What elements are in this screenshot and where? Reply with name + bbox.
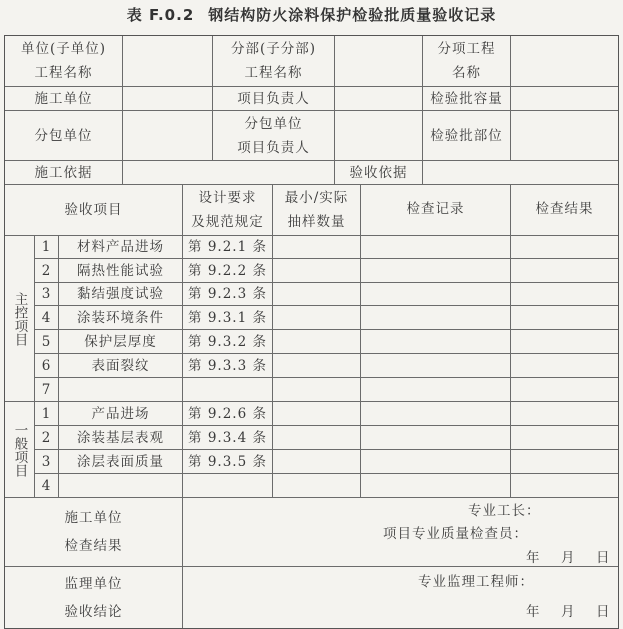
row-sample-field[interactable] <box>272 258 361 283</box>
row-sample-field[interactable] <box>272 235 361 259</box>
row-spec: 第 9.2.3 条 <box>182 282 273 306</box>
row-spec: 第 9.3.3 条 <box>182 353 273 378</box>
quality-inspector-label: 项目专业质量检查员： <box>383 526 528 542</box>
label-line: 检查结果 <box>64 538 123 554</box>
label-sub-project-manager <box>212 110 335 161</box>
label-batch-capacity: 检验批容量 <box>422 86 511 111</box>
row-sample-field[interactable] <box>272 449 361 474</box>
row-spec: 第 9.3.1 条 <box>182 305 273 330</box>
col-header-spec <box>182 184 273 236</box>
row-number: 5 <box>34 329 59 354</box>
label-construction-unit: 施工单位 <box>4 86 123 111</box>
row-result-field[interactable] <box>510 377 619 402</box>
subcontractor-field[interactable] <box>122 110 213 161</box>
row-record-field[interactable] <box>360 377 511 402</box>
row-number: 1 <box>34 401 59 426</box>
sub-project-manager-field[interactable] <box>334 110 423 161</box>
row-spec: 第 9.2.2 条 <box>182 258 273 283</box>
row-item: 隔热性能试验 <box>58 258 183 283</box>
row-item <box>58 377 183 402</box>
row-spec: 第 9.3.2 条 <box>182 329 273 354</box>
project-manager-field[interactable] <box>334 86 423 111</box>
row-sample-field[interactable] <box>272 282 361 306</box>
label-line: 项目负责人 <box>237 139 310 156</box>
row-item: 保护层厚度 <box>58 329 183 354</box>
row-result-field[interactable] <box>510 282 619 306</box>
label-unit-project-name <box>4 35 123 87</box>
label-subcontractor: 分包单位 <box>4 110 123 161</box>
label-sub-item-name <box>422 35 511 87</box>
acceptance-basis-field[interactable] <box>422 160 619 185</box>
row-number: 4 <box>34 473 59 498</box>
row-item: 黏结强度试验 <box>58 282 183 306</box>
batch-location-field[interactable] <box>510 110 619 161</box>
row-sample-field[interactable] <box>272 305 361 330</box>
label-sub-division-name <box>212 35 335 87</box>
construction-unit-field[interactable] <box>122 86 213 111</box>
row-record-field[interactable] <box>360 329 511 354</box>
row-result-field[interactable] <box>510 449 619 474</box>
row-number: 7 <box>34 377 59 402</box>
batch-capacity-field[interactable] <box>510 86 619 111</box>
row-number: 2 <box>34 258 59 283</box>
col-header-result: 检查结果 <box>510 184 619 236</box>
label-acceptance-basis: 验收依据 <box>334 160 423 185</box>
row-result-field[interactable] <box>510 329 619 354</box>
label-line: 分部(子分部) <box>230 41 317 57</box>
label-project-manager: 项目负责人 <box>212 86 335 111</box>
row-item: 表面裂纹 <box>58 353 183 378</box>
supervising-engineer-label: 专业监理工程师： <box>418 574 534 590</box>
row-record-field[interactable] <box>360 258 511 283</box>
unit-project-name-field[interactable] <box>122 35 213 87</box>
label-supervision <box>4 566 183 629</box>
label-line: 单位(子单位) <box>20 41 107 57</box>
group-label: 一般项目 <box>11 422 28 477</box>
label-line: 抽样数量 <box>287 214 346 230</box>
row-number: 3 <box>34 449 59 474</box>
row-result-field[interactable] <box>510 305 619 330</box>
row-record-field[interactable] <box>360 473 511 498</box>
label-line: 验收结论 <box>64 603 123 620</box>
row-record-field[interactable] <box>360 305 511 330</box>
table-title: 钢结构防火涂料保护检验批质量验收记录 <box>208 6 497 24</box>
label-line: 分包单位 <box>244 115 303 132</box>
row-number: 1 <box>34 235 59 259</box>
label-construction-check <box>4 497 183 567</box>
construction-basis-field[interactable] <box>122 160 335 185</box>
label-line: 工程名称 <box>34 65 93 81</box>
label-construction-basis: 施工依据 <box>4 160 123 185</box>
row-item: 涂层表面质量 <box>58 449 183 474</box>
document-title <box>0 4 623 25</box>
row-result-field[interactable] <box>510 235 619 259</box>
row-record-field[interactable] <box>360 401 511 426</box>
row-number: 4 <box>34 305 59 330</box>
row-spec: 第 9.2.1 条 <box>182 235 273 259</box>
row-sample-field[interactable] <box>272 425 361 450</box>
row-result-field[interactable] <box>510 425 619 450</box>
row-spec: 第 9.2.6 条 <box>182 401 273 426</box>
row-spec <box>182 473 273 498</box>
row-item: 产品进场 <box>58 401 183 426</box>
row-spec: 第 9.3.5 条 <box>182 449 273 474</box>
row-record-field[interactable] <box>360 425 511 450</box>
sub-division-name-field[interactable] <box>334 35 423 87</box>
label-line: 分项工程 <box>437 41 496 57</box>
row-record-field[interactable] <box>360 235 511 259</box>
col-header-item: 验收项目 <box>4 184 183 236</box>
label-line: 工程名称 <box>244 65 303 81</box>
row-sample-field[interactable] <box>272 329 361 354</box>
row-number: 2 <box>34 425 59 450</box>
label-line: 名称 <box>452 65 481 81</box>
label-line: 及规范规定 <box>191 214 264 230</box>
group-general <box>4 401 35 498</box>
row-record-field[interactable] <box>360 282 511 306</box>
group-main-control <box>4 235 35 402</box>
row-result-field[interactable] <box>510 353 619 378</box>
row-item <box>58 473 183 498</box>
label-batch-location: 检验批部位 <box>422 110 511 161</box>
row-item: 材料产品进场 <box>58 235 183 259</box>
supervision-date: 年 月 日 <box>526 604 614 620</box>
row-spec: 第 9.3.4 条 <box>182 425 273 450</box>
row-item: 涂装环境条件 <box>58 305 183 330</box>
col-header-record: 检查记录 <box>360 184 511 236</box>
construction-date: 年 月 日 <box>526 550 614 566</box>
label-line: 施工单位 <box>64 510 123 526</box>
row-spec <box>182 377 273 402</box>
sub-item-name-field[interactable] <box>510 35 619 87</box>
row-item: 涂装基层表观 <box>58 425 183 450</box>
col-header-sample <box>272 184 361 236</box>
label-line: 设计要求 <box>198 190 257 206</box>
row-record-field[interactable] <box>360 353 511 378</box>
table-number: 表 F.0.2 <box>126 6 195 24</box>
row-sample-field[interactable] <box>272 401 361 426</box>
label-line: 最小/实际 <box>284 190 349 206</box>
row-number: 3 <box>34 282 59 306</box>
row-sample-field[interactable] <box>272 377 361 402</box>
row-sample-field[interactable] <box>272 353 361 378</box>
row-number: 6 <box>34 353 59 378</box>
group-label: 主控项目 <box>11 291 28 346</box>
foreman-label: 专业工长： <box>468 503 541 519</box>
row-result-field[interactable] <box>510 258 619 283</box>
row-sample-field[interactable] <box>272 473 361 498</box>
label-line: 监理单位 <box>64 575 123 592</box>
row-result-field[interactable] <box>510 401 619 426</box>
row-record-field[interactable] <box>360 449 511 474</box>
row-result-field[interactable] <box>510 473 619 498</box>
